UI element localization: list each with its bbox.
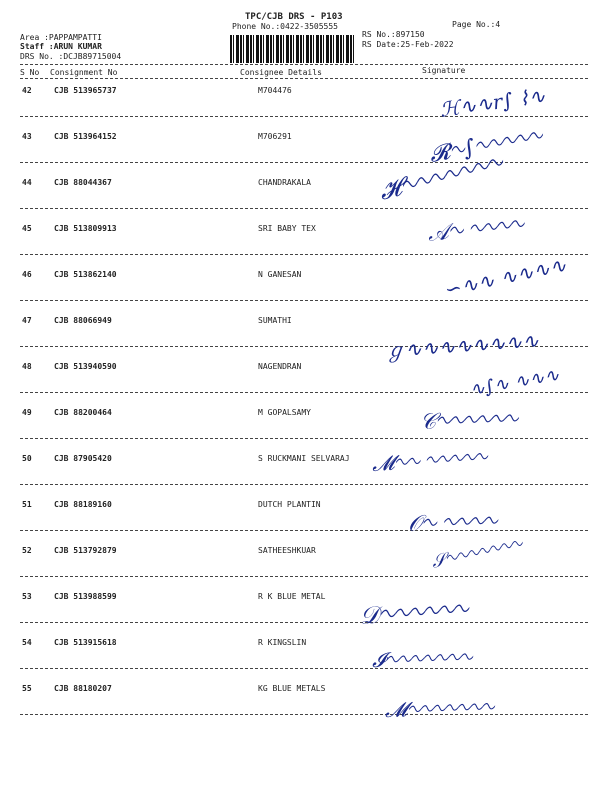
column-header-sno: S No bbox=[20, 68, 40, 77]
signature-47: ℊ∿∿∿∿∿∿∿∿ bbox=[384, 328, 540, 363]
row-consignee: DUTCH PLANTIN bbox=[258, 500, 321, 509]
document-title: TPC/CJB DRS - P103 bbox=[245, 12, 343, 22]
signature-51: 𝒪∿ ∿∿∿∿ bbox=[407, 508, 497, 537]
row-sno: 49 bbox=[22, 408, 32, 417]
list-item bbox=[20, 178, 588, 192]
row-consignment-no: CJB 88200464 bbox=[54, 408, 112, 417]
row-divider bbox=[20, 714, 588, 715]
row-consignee: M706291 bbox=[258, 132, 292, 141]
row-consignee: SUMATHI bbox=[258, 316, 292, 325]
signature-53: 𝒟∿∿∿∿∿∿ bbox=[359, 594, 469, 630]
row-divider bbox=[20, 208, 588, 209]
column-header-consignee: Consignee Details bbox=[240, 68, 322, 77]
row-consignment-no: CJB 513965737 bbox=[54, 86, 117, 95]
row-divider bbox=[20, 438, 588, 439]
header-divider bbox=[20, 64, 588, 65]
row-consignment-no: CJB 513915618 bbox=[54, 638, 117, 647]
signature-48: ∿∫∿ ∿∿∿ bbox=[468, 364, 561, 401]
signature-44: 𝓗∿∿∿∿∿∿∿ bbox=[376, 148, 505, 206]
area-label: Area :PAPPAMPATTI bbox=[20, 33, 102, 42]
row-consignee: M GOPALSAMY bbox=[258, 408, 311, 417]
row-consignment-no: CJB 513809913 bbox=[54, 224, 117, 233]
row-sno: 53 bbox=[22, 592, 32, 601]
rs-date: RS Date:25-Feb-2022 bbox=[362, 40, 454, 49]
row-sno: 44 bbox=[22, 178, 32, 187]
row-consignee: SATHEESHKUAR bbox=[258, 546, 316, 555]
signature-45: 𝒜∿ ∿∿∿∿ bbox=[426, 212, 525, 247]
row-consignment-no: CJB 88189160 bbox=[54, 500, 112, 509]
row-consignment-no: CJB 513940590 bbox=[54, 362, 117, 371]
row-divider bbox=[20, 484, 588, 485]
row-divider bbox=[20, 162, 588, 163]
signature-42: ℋ∿∿r∫ ⌇∿ bbox=[438, 83, 547, 122]
row-consignment-no: CJB 513964152 bbox=[54, 132, 117, 141]
staff-label: Staff : bbox=[20, 42, 54, 51]
row-sno: 50 bbox=[22, 454, 32, 463]
rs-number: RS No.:897150 bbox=[362, 30, 425, 39]
signature-52: 𝒮∿∿∿∿∿∿∿ bbox=[429, 533, 524, 573]
row-consignment-no: CJB 513792879 bbox=[54, 546, 117, 555]
row-divider bbox=[20, 116, 588, 117]
staff-field bbox=[20, 42, 102, 51]
row-divider bbox=[20, 668, 588, 669]
staff-name: ARUN KUMAR bbox=[53, 42, 102, 51]
row-sno: 54 bbox=[22, 638, 32, 647]
row-divider bbox=[20, 622, 588, 623]
row-consignee: S RUCKMANI SELVARAJ bbox=[258, 454, 350, 463]
list-item bbox=[20, 638, 588, 652]
row-sno: 52 bbox=[22, 546, 32, 555]
row-sno: 43 bbox=[22, 132, 32, 141]
list-item bbox=[20, 454, 588, 468]
row-consignment-no: CJB 88044367 bbox=[54, 178, 112, 187]
row-sno: 47 bbox=[22, 316, 32, 325]
column-header-consignment: Consignment No bbox=[50, 68, 118, 77]
page-number: Page No.:4 bbox=[452, 20, 501, 29]
barcode bbox=[230, 35, 354, 63]
row-divider bbox=[20, 576, 588, 577]
row-consignee: N GANESAN bbox=[258, 270, 302, 279]
signature-50: 𝓜∿∿ ∿∿∿∿∿ bbox=[371, 444, 488, 476]
row-sno: 51 bbox=[22, 500, 32, 509]
phone-number: Phone No.:0422-3505555 bbox=[232, 22, 338, 31]
signature-49: 𝒞∿∿∿∿∿∿ bbox=[419, 406, 518, 435]
row-consignee: KG BLUE METALS bbox=[258, 684, 326, 693]
row-consignment-no: CJB 87905420 bbox=[54, 454, 112, 463]
row-consignment-no: CJB 513988599 bbox=[54, 592, 117, 601]
signature-55: 𝓜∿∿∿∿∿∿∿ bbox=[384, 694, 494, 722]
list-item bbox=[20, 684, 588, 698]
list-item bbox=[20, 500, 588, 514]
row-divider bbox=[20, 530, 588, 531]
row-sno: 55 bbox=[22, 684, 32, 693]
row-consignment-no: CJB 88066949 bbox=[54, 316, 112, 325]
list-item bbox=[20, 592, 588, 606]
row-consignee: CHANDRAKALA bbox=[258, 178, 311, 187]
row-consignee: R KINGSLIN bbox=[258, 638, 307, 647]
row-sno: 42 bbox=[22, 86, 32, 95]
row-consignee: R K BLUE METAL bbox=[258, 592, 326, 601]
drs-number: DRS No. :DCJB89715004 bbox=[20, 52, 122, 61]
row-consignment-no: CJB 513862140 bbox=[54, 270, 117, 279]
row-sno: 45 bbox=[22, 224, 32, 233]
row-divider bbox=[20, 254, 588, 255]
column-header-divider bbox=[20, 78, 588, 79]
signature-43: 𝓡∿∫∿∿∿∿∿ bbox=[427, 123, 544, 168]
signature-46: ∽∿∿ ∿∿∿∿ bbox=[442, 252, 569, 302]
column-header-signature: Signature bbox=[422, 66, 466, 75]
row-divider bbox=[20, 300, 588, 301]
row-consignee: NAGENDRAN bbox=[258, 362, 302, 371]
row-sno: 46 bbox=[22, 270, 32, 279]
row-consignee: SRI BABY TEX bbox=[258, 224, 316, 233]
row-sno: 48 bbox=[22, 362, 32, 371]
row-consignment-no: CJB 88180207 bbox=[54, 684, 112, 693]
signature-54: 𝓘∿∿∿∿∿∿∿ bbox=[371, 644, 472, 672]
row-consignee: M704476 bbox=[258, 86, 292, 95]
